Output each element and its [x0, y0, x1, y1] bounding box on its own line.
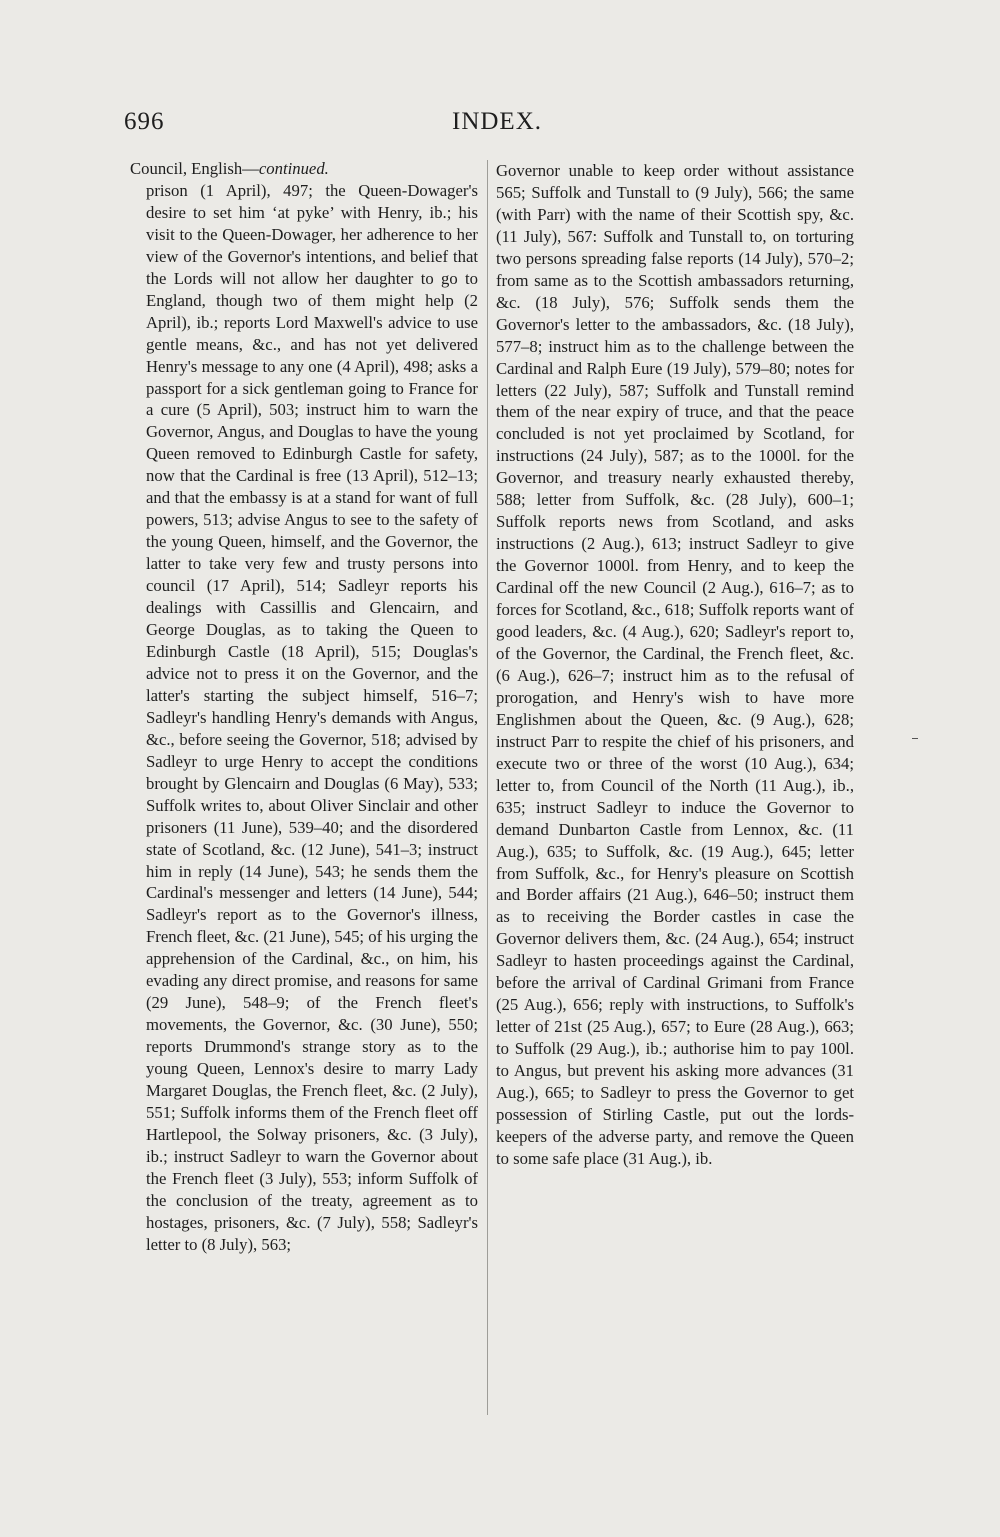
page-number: 696	[124, 108, 165, 135]
column-divider	[487, 160, 488, 1415]
page-title: INDEX.	[452, 108, 543, 135]
entry-heading-continued: continued.	[258, 159, 329, 178]
margin-mark	[912, 738, 918, 739]
entry-heading-plain: Council, English—	[130, 159, 259, 178]
right-column-text: Governor unable to keep order without assistance 565; Suffolk and Tunstall to (9 July), 566; the same (with Parr) with the name of their Scottish spy, &c. (11 July), 567: Suffolk and Tunstall to, on torturing two persons spreading false reports (14 July), 570–2; from same as to the Scottish ambassadors returning, &c. (18 July), 576; Suffolk sends them the Governor's letter to the ambassadors, &c. (18 July), 577–8; instruct him as to the challenge between the Cardinal and Ralph Eure (19 July), 579–80; notes for letters (22 July), 587; Suffolk and Tunstall remind them of the near expiry of truce, and that the peace concluded is not yet proclaimed by Scotland, for instructions (24 July), 587; as to the 1000l. for the Governor, and treasury nearly exhausted thereby, 588; letter from Suffolk, &c. (28 July), 600–1; Suffolk reports news from Scotland, and asks instructions (2 Aug.), 613; instruct Sadleyr to give the Governor 1000l. from Henry, and to keep the Cardinal off the new Council (2 Aug.), 616–7; as to forces for Scotland, &c., 618; Suffolk reports want of good leaders, &c. (4 Aug.), 620; Sadleyr's report to, of the Governor, the Cardinal, the French fleet, &c. (6 Aug.), 626–7; instruct him as to the refusal of prorogation, and Henry's wish to have more Englishmen about the Queen, &c. (9 Aug.), 628; instruct Parr to respite the chief of his prisoners, and execute two or three of the worst (10 Aug.), 634; letter to, from Council of the North (11 Aug.), ib., 635; instruct Sadleyr to induce the Governor to demand Dunbarton Castle from Lennox, &c. (11 Aug.), 635; to Suffolk, &c. (19 Aug.), 645; letter from Suffolk, &c., for Henry's pleasure on Scottish and Border affairs (21 Aug.), 646–50; instruct them as to receiving the Border castles in case the Governor delivers them, &c. (24 Aug.), 654; instruct Sadleyr to hasten proceedings against the Cardinal, before the arrival of Cardinal Grimani from France (25 Aug.), 656; reply with instructions, to Suffolk's letter of 21st (25 Aug.), 657; to Eure (28 Aug.), 663; to Suffolk (29 Aug.), ib.; authorise him to pay 100l. to Angus, but prevent his asking more advances (31 Aug.), 665; to Sadleyr to press the Governor to get possession of Stirling Castle, put out the lords-keepers of the adverse party, and remove the Queen to some safe place (31 Aug.), ib.	[496, 161, 854, 1168]
left-column-text: prison (1 April), 497; the Queen-Dowager's desire to set him ‘at pyke’ with Henry, ib.; his visit to the Queen-Dowager, her adherence to her view of the Governor's intentions, and belief that the Lords will not allow her daughter to go to England, though two of them might help (2 April), ib.; reports Lord Maxwell's advice to use gentle means, &c., and has not yet delivered Henry's message to any one (4 April), 498; asks a passport for a sick gentleman going to France for a cure (5 April), 503; instruct him to warn the Governor, Angus, and Douglas to have the young Queen removed to Edinburgh Castle for safety, now that the Cardinal is free (13 April), 512–13; and that the embassy is at a stand for want of full powers, 513; advise Angus to see to the safety of the young Queen, himself, and the Governor, the latter to take very few and trusty persons into council (17 April), 514; Sadleyr reports his dealings with Cassillis and Glencairn, and George Douglas, as to taking the Queen to Edinburgh Castle (18 April), 515; Douglas's advice not to press it on the Governor, and the latter's starting the subject himself, 516–7; Sadleyr's handling Henry's demands with Angus, &c., before seeing the Governor, 518; advised by Sadleyr to urge Henry to accept the conditions brought by Glencairn and Douglas (6 May), 533; Suffolk writes to, about Oliver Sinclair and other prisoners (11 June), 539–40; and the disordered state of Scotland, &c. (12 June), 541–3; instruct him in reply (14 June), 543; he sends them the Cardinal's messenger and letters (14 June), 544; Sadleyr's report as to the Governor's illness, French fleet, &c. (21 June), 545; of his urging the apprehension of the Cardinal, &c., on him, his evading any direct promise, and reasons for same (29 June), 548–9; of the French fleet's movements, the Governor, &c. (30 June), 550; reports Drummond's strange story as to the young Queen, Lennox's desire to marry Lady Margaret Douglas, the French fleet, &c. (2 July), 551; Suffolk informs them of the French fleet off Hartlepool, the Solway prisoners, &c. (3 July), ib.; instruct Sadleyr to warn the Governor about the French fleet (3 July), 553; inform Suffolk of the conclusion of the treaty, agreement as to hostages, prisoners, &c. (7 July), 558; Sadleyr's letter to (8 July), 563;	[146, 180, 478, 1254]
right-column	[496, 160, 854, 1170]
left-column	[128, 158, 478, 1256]
entry-heading	[130, 158, 478, 180]
